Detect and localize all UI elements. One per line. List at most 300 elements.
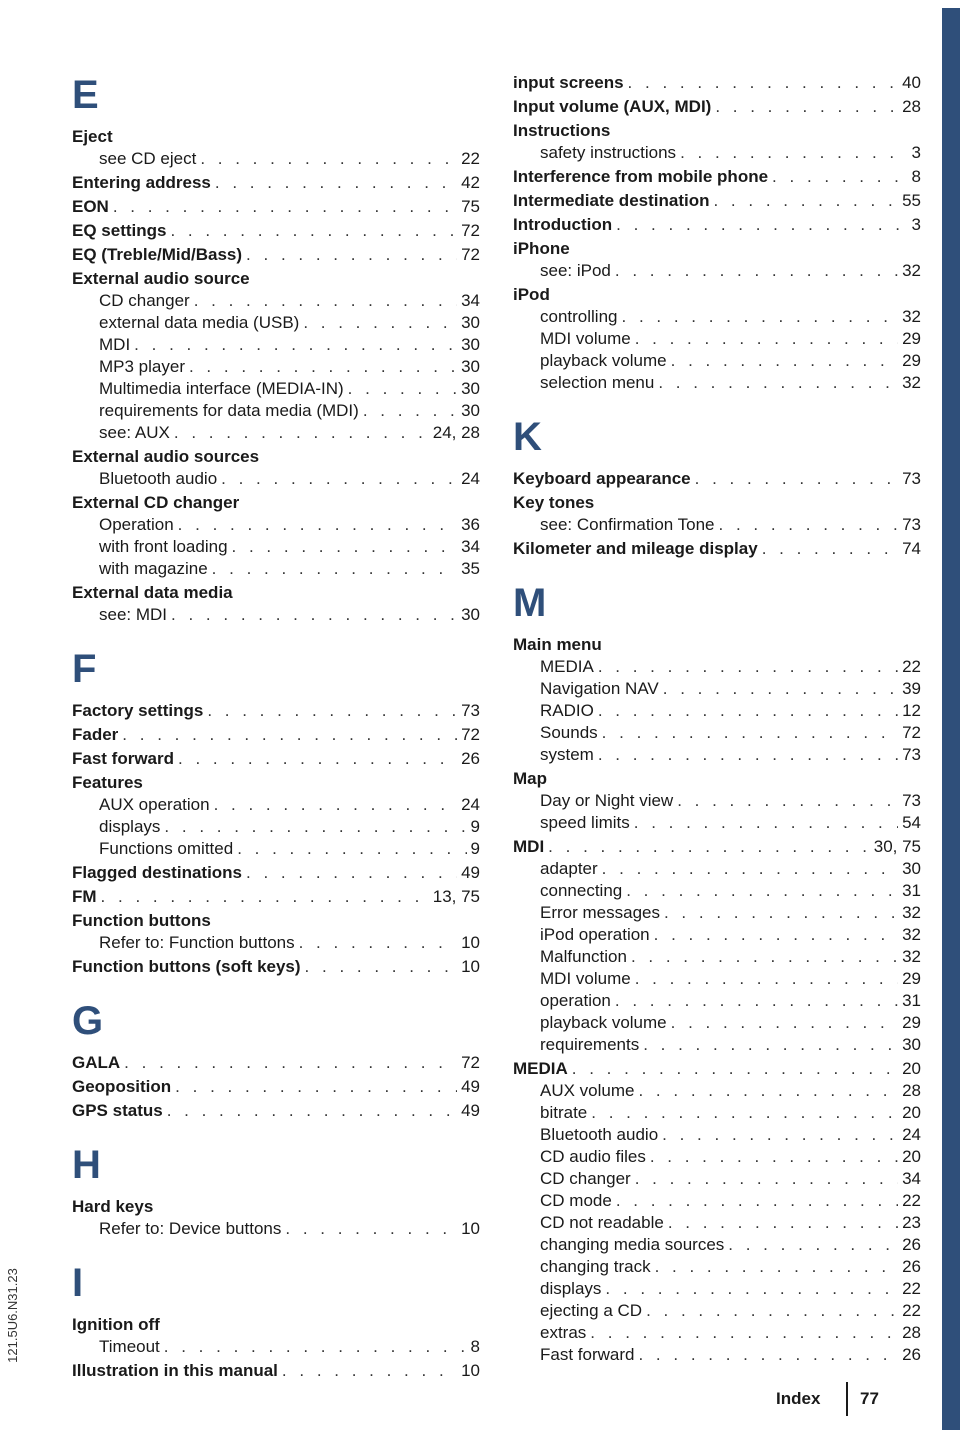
entry-pages: 24 [461, 469, 480, 488]
entry-pages: 9 [470, 817, 480, 836]
entry-pages: 31 [902, 881, 921, 900]
entry-pages: 20 [902, 1103, 921, 1122]
entry-term: selection menu [540, 373, 655, 392]
entry-pages: 34 [461, 291, 480, 310]
leader-dots [221, 468, 457, 490]
index-subentry [513, 1080, 921, 1102]
leader-dots [178, 514, 457, 536]
index-subentry [513, 968, 921, 990]
entry-term: Fast forward [72, 749, 175, 768]
entry-term: Bluetooth audio [540, 1125, 659, 1144]
entry-pages: 39 [902, 679, 921, 698]
leader-dots [635, 1168, 898, 1190]
index-entry [72, 492, 480, 514]
index-entry [513, 768, 921, 790]
entry-term: iPod operation [540, 925, 650, 944]
index-entry [513, 238, 921, 260]
leader-dots [246, 244, 457, 266]
index-entry [513, 634, 921, 656]
index-entry [513, 120, 921, 142]
page-number: 77 [860, 1389, 879, 1408]
entry-pages: 24, 28 [432, 423, 480, 442]
index-subentry [513, 946, 921, 968]
index-entry [72, 910, 480, 932]
index-subentry [72, 1218, 480, 1240]
entry-pages: 30 [461, 379, 480, 398]
index-subentry [513, 722, 921, 744]
leader-dots [548, 836, 870, 858]
entry-term: External CD changer [72, 493, 240, 512]
index-subentry [72, 312, 480, 334]
index-entry [72, 196, 480, 218]
entry-pages: 40 [902, 73, 921, 92]
index-entry [72, 1314, 480, 1336]
entry-term: speed limits [540, 813, 630, 832]
leader-dots [728, 1234, 898, 1256]
index-entry [513, 72, 921, 94]
entry-term: see CD eject [99, 149, 197, 168]
leader-dots [171, 604, 457, 626]
entry-term: Keyboard appearance [513, 469, 691, 488]
leader-dots [663, 678, 898, 700]
entry-pages: 32 [902, 925, 921, 944]
index-subentry [513, 514, 921, 536]
index-subentry [72, 400, 480, 422]
entry-pages: 10 [461, 933, 480, 952]
entry-term: playback volume [540, 1013, 667, 1032]
entry-term: Functions omitted [99, 839, 234, 858]
leader-dots [591, 1102, 898, 1124]
entry-pages: 30 [461, 335, 480, 354]
leader-dots [605, 1278, 898, 1300]
index-subentry [72, 932, 480, 954]
leader-dots [598, 744, 898, 766]
leader-dots [572, 1058, 898, 1080]
entry-term: connecting [540, 881, 623, 900]
entry-pages: 55 [902, 191, 921, 210]
entry-term: Key tones [513, 493, 595, 512]
index-subentry [513, 678, 921, 700]
index-subentry [513, 1190, 921, 1212]
leader-dots [212, 558, 457, 580]
index-subentry [513, 1300, 921, 1322]
entry-term: Multimedia interface (MEDIA-IN) [99, 379, 344, 398]
entry-term: Eject [72, 127, 113, 146]
index-entry [72, 1196, 480, 1218]
entry-pages: 34 [461, 537, 480, 556]
leader-dots [762, 538, 898, 560]
leader-dots [113, 196, 457, 218]
entry-term: playback volume [540, 351, 667, 370]
leader-dots [671, 1012, 898, 1034]
index-subentry [72, 468, 480, 490]
entry-pages: 30, 75 [873, 837, 921, 856]
leader-dots [299, 932, 457, 954]
entry-term: Geoposition [72, 1077, 172, 1096]
index-entry [72, 446, 480, 468]
leader-dots [363, 400, 457, 422]
entry-pages: 26 [902, 1235, 921, 1254]
leader-dots [348, 378, 457, 400]
index-entry [513, 538, 921, 560]
entry-term: Function buttons (soft keys) [72, 957, 301, 976]
entry-pages: 54 [902, 813, 921, 832]
entry-pages: 10 [461, 957, 480, 976]
entry-term: changing track [540, 1257, 651, 1276]
index-subentry [513, 744, 921, 766]
entry-term: Illustration in this manual [72, 1361, 278, 1380]
entry-term: Hard keys [72, 1197, 154, 1216]
entry-term: Ignition off [72, 1315, 160, 1334]
leader-dots [662, 1124, 898, 1146]
entry-term: Entering address [72, 173, 211, 192]
entry-pages: 74 [902, 539, 921, 558]
leader-dots [650, 1146, 898, 1168]
entry-term: Fast forward [540, 1345, 635, 1364]
index-subentry [513, 350, 921, 372]
index-subentry [72, 838, 480, 860]
entry-pages: 23 [902, 1213, 921, 1232]
entry-pages: 32 [902, 307, 921, 326]
entry-pages: 32 [902, 947, 921, 966]
entry-term: Operation [99, 515, 174, 534]
index-subentry [513, 990, 921, 1012]
index-entry [72, 724, 480, 746]
entry-pages: 35 [461, 559, 480, 578]
index-entry [72, 1052, 480, 1074]
entry-term: with front loading [99, 537, 228, 556]
entry-pages: 8 [911, 167, 921, 186]
index-entry [72, 956, 480, 978]
footer-section: Index [776, 1389, 821, 1408]
index-entry [72, 268, 480, 290]
leader-dots [303, 312, 457, 334]
entry-pages: 49 [461, 1077, 480, 1096]
entry-term: safety instructions [540, 143, 677, 162]
entry-pages: 72 [461, 725, 480, 744]
entry-pages: 20 [902, 1147, 921, 1166]
index-subentry [513, 1168, 921, 1190]
entry-term: Main menu [513, 635, 602, 654]
entry-pages: 72 [461, 245, 480, 264]
entry-term: Bluetooth audio [99, 469, 218, 488]
index-subentry [513, 260, 921, 282]
index-subentry [72, 536, 480, 558]
entry-pages: 29 [902, 1013, 921, 1032]
leader-dots [695, 468, 898, 490]
entry-pages: 75 [461, 197, 480, 216]
entry-pages: 22 [461, 149, 480, 168]
entry-term: Fader [72, 725, 119, 744]
index-entry [513, 284, 921, 306]
entry-pages: 32 [902, 903, 921, 922]
leader-dots [635, 328, 898, 350]
leader-dots [167, 1100, 457, 1122]
entry-term: Instructions [513, 121, 611, 140]
entry-term: external data media (USB) [99, 313, 300, 332]
leader-dots [282, 1360, 457, 1382]
entry-pages: 30 [461, 401, 480, 420]
index-subentry [72, 794, 480, 816]
index-subentry [72, 1336, 480, 1358]
entry-term: bitrate [540, 1103, 588, 1122]
entry-term: CD changer [99, 291, 190, 310]
entry-term: Kilometer and mileage display [513, 539, 758, 558]
leader-dots [635, 968, 898, 990]
entry-pages: 28 [902, 97, 921, 116]
leader-dots [628, 72, 899, 94]
entry-term: EQ (Treble/Mid/Bass) [72, 245, 243, 264]
entry-term: system [540, 745, 594, 764]
section-letter: H [72, 1143, 101, 1187]
entry-term: CD mode [540, 1191, 612, 1210]
leader-dots [164, 816, 466, 838]
entry-term: Interference from mobile phone [513, 167, 769, 186]
entry-pages: 30 [461, 605, 480, 624]
index-subentry [513, 1124, 921, 1146]
entry-term: Navigation NAV [540, 679, 659, 698]
entry-term: input screens [513, 73, 624, 92]
leader-dots [626, 880, 898, 902]
entry-term: displays [540, 1279, 602, 1298]
entry-term: adapter [540, 859, 598, 878]
entry-pages: 73 [902, 745, 921, 764]
entry-term: Intermediate destination [513, 191, 710, 210]
index-subentry [72, 334, 480, 356]
entry-term: operation [540, 991, 611, 1010]
entry-pages: 8 [470, 1337, 480, 1356]
leader-dots [616, 1190, 898, 1212]
entry-term: MP3 player [99, 357, 185, 376]
entry-term: CD changer [540, 1169, 631, 1188]
entry-term: requirements [540, 1035, 640, 1054]
index-entry [513, 214, 921, 236]
index-column-right [513, 70, 921, 1366]
index-subentry [513, 142, 921, 164]
leader-dots [602, 722, 898, 744]
leader-dots [719, 514, 899, 536]
entry-term: Flagged destinations [72, 863, 243, 882]
leader-dots [178, 748, 457, 770]
entry-pages: 3 [911, 215, 921, 234]
section-letter: E [72, 73, 99, 117]
index-subentry [513, 858, 921, 880]
leader-dots [189, 356, 457, 378]
leader-dots [638, 1080, 898, 1102]
entry-term: Refer to: Device buttons [99, 1219, 282, 1238]
leader-dots [654, 924, 898, 946]
leader-dots [200, 148, 457, 170]
index-subentry [72, 604, 480, 626]
entry-term: iPhone [513, 239, 570, 258]
entry-term: Day or Night view [540, 791, 674, 810]
leader-dots [237, 838, 466, 860]
entry-pages: 29 [902, 969, 921, 988]
entry-pages: 73 [902, 515, 921, 534]
leader-dots [643, 1034, 898, 1056]
leader-dots [598, 700, 898, 722]
leader-dots [124, 1052, 457, 1074]
section-letter: I [72, 1261, 84, 1305]
entry-pages: 20 [902, 1059, 921, 1078]
index-subentry [72, 816, 480, 838]
entry-pages: 10 [461, 1219, 480, 1238]
entry-term: ejecting a CD [540, 1301, 643, 1320]
entry-pages: 73 [902, 791, 921, 810]
leader-dots [655, 1256, 899, 1278]
entry-term: see: AUX [99, 423, 170, 442]
entry-term: Refer to: Function buttons [99, 933, 295, 952]
index-subentry [513, 1344, 921, 1366]
entry-pages: 10 [461, 1361, 480, 1380]
leader-dots [615, 990, 898, 1012]
index-subentry [513, 880, 921, 902]
index-entry [72, 748, 480, 770]
leader-dots [305, 956, 458, 978]
index-entry [72, 172, 480, 194]
entry-term: Input volume (AUX, MDI) [513, 97, 712, 116]
index-subentry [513, 1034, 921, 1056]
entry-term: displays [99, 817, 161, 836]
entry-pages: 24 [902, 1125, 921, 1144]
entry-pages: 30 [902, 1035, 921, 1054]
index-entry [72, 1076, 480, 1098]
leader-dots [101, 886, 429, 908]
index-entry [72, 1360, 480, 1382]
side-code [0, 1240, 24, 1390]
entry-term: FM [72, 887, 97, 906]
index-entry [72, 220, 480, 242]
entry-term: CD not readable [540, 1213, 664, 1232]
section-letter: K [513, 415, 542, 459]
index-column-left [72, 70, 480, 1382]
leader-dots [715, 96, 898, 118]
leader-dots [772, 166, 907, 188]
index-subentry [72, 148, 480, 170]
document-code: 121.5U6.N31.23 [4, 1267, 20, 1363]
section-letter: F [72, 647, 97, 691]
index-subentry [513, 306, 921, 328]
entry-term: Timeout [99, 1337, 160, 1356]
leader-dots [664, 902, 898, 924]
index-subentry [513, 700, 921, 722]
index-entry [72, 1100, 480, 1122]
entry-term: changing media sources [540, 1235, 725, 1254]
leader-dots [164, 1336, 467, 1358]
entry-pages: 9 [470, 839, 480, 858]
entry-pages: 30 [902, 859, 921, 878]
entry-term: Map [513, 769, 547, 788]
entry-pages: 26 [902, 1345, 921, 1364]
leader-dots [134, 334, 457, 356]
entry-term: AUX operation [99, 795, 210, 814]
entry-pages: 32 [902, 373, 921, 392]
leader-dots [246, 862, 457, 884]
entry-term: External audio sources [72, 447, 260, 466]
leader-dots [668, 1212, 898, 1234]
index-entry [72, 244, 480, 266]
leader-dots [232, 536, 458, 558]
footer-divider [846, 1382, 848, 1416]
index-entry [513, 836, 921, 858]
leader-dots [622, 306, 899, 328]
entry-term: Introduction [513, 215, 613, 234]
section-letter: M [513, 581, 547, 625]
leader-dots [122, 724, 457, 746]
index-subentry [513, 1234, 921, 1256]
leader-dots [646, 1300, 898, 1322]
entry-pages: 28 [902, 1081, 921, 1100]
entry-term: see: MDI [99, 605, 168, 624]
entry-term: see: Confirmation Tone [540, 515, 715, 534]
entry-pages: 12 [902, 701, 921, 720]
index-entry [72, 700, 480, 722]
index-subentry [72, 290, 480, 312]
index-subentry [513, 902, 921, 924]
index-subentry [72, 378, 480, 400]
leader-dots [658, 372, 898, 394]
index-subentry [72, 422, 480, 444]
entry-pages: 32 [902, 261, 921, 280]
index-subentry [72, 514, 480, 536]
leader-dots [677, 790, 898, 812]
entry-pages: 29 [902, 351, 921, 370]
entry-pages: 72 [902, 723, 921, 742]
index-subentry [513, 1322, 921, 1344]
entry-term: see: iPod [540, 261, 611, 280]
leader-dots [174, 422, 429, 444]
entry-term: RADIO [540, 701, 594, 720]
page-footer [760, 1382, 900, 1416]
entry-pages: 49 [461, 1101, 480, 1120]
entry-term: Features [72, 773, 143, 792]
leader-dots [615, 260, 898, 282]
index-subentry [513, 1012, 921, 1034]
index-subentry [513, 328, 921, 350]
entry-pages: 29 [902, 329, 921, 348]
index-entry [513, 166, 921, 188]
leader-dots [602, 858, 898, 880]
entry-term: External audio source [72, 269, 250, 288]
entry-pages: 22 [902, 1279, 921, 1298]
entry-term: controlling [540, 307, 618, 326]
entry-term: iPod [513, 285, 550, 304]
index-entry [513, 96, 921, 118]
entry-term: CD audio files [540, 1147, 646, 1166]
index-entry [72, 582, 480, 604]
index-entry [72, 126, 480, 148]
entry-term: AUX volume [540, 1081, 635, 1100]
entry-term: MEDIA [513, 1059, 568, 1078]
index-subentry [513, 1212, 921, 1234]
index-subentry [513, 790, 921, 812]
entry-term: Error messages [540, 903, 660, 922]
index-entry [513, 492, 921, 514]
index-entry [513, 468, 921, 490]
index-entry [72, 772, 480, 794]
entry-pages: 3 [911, 143, 921, 162]
index-subentry [513, 1256, 921, 1278]
entry-term: MDI [513, 837, 545, 856]
entry-term: MDI volume [540, 329, 631, 348]
entry-pages: 73 [902, 469, 921, 488]
entry-pages: 31 [902, 991, 921, 1010]
entry-pages: 22 [902, 657, 921, 676]
entry-pages: 26 [902, 1257, 921, 1276]
entry-term: EQ settings [72, 221, 167, 240]
entry-pages: 72 [461, 221, 480, 240]
entry-term: Sounds [540, 723, 598, 742]
